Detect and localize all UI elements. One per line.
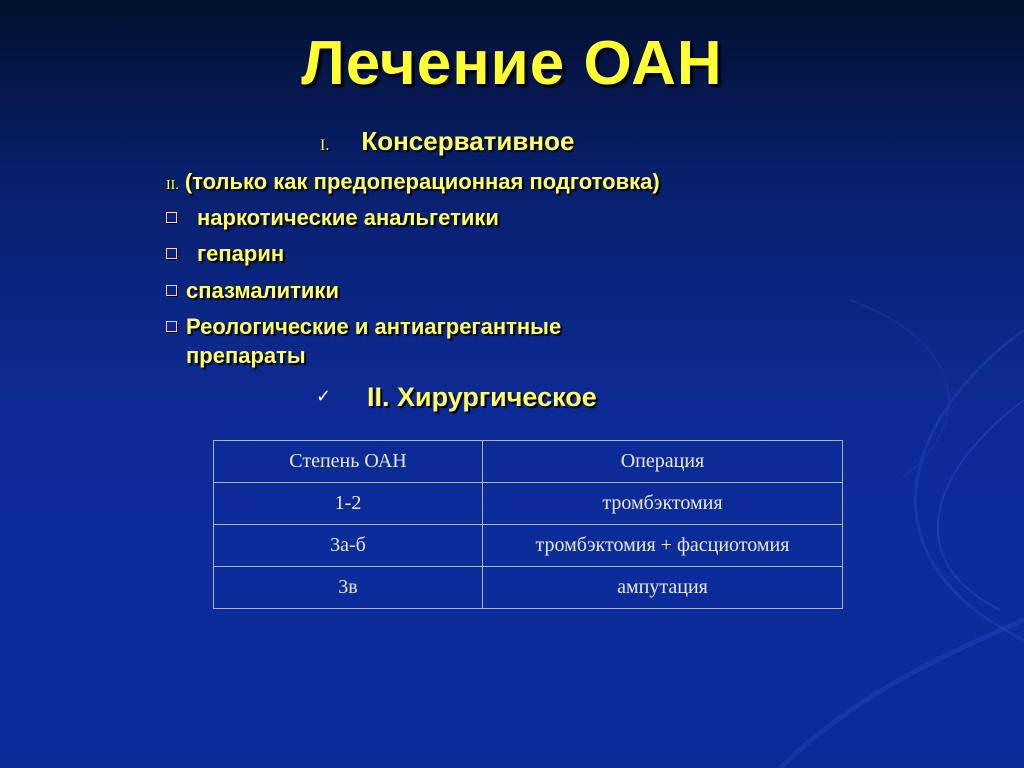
table-cell-operation: тромбэктомия + фасциотомия	[483, 525, 843, 567]
list-item: гепарин	[197, 241, 285, 266]
table-row	[214, 483, 843, 525]
slide-title: Лечение ОАН	[301, 29, 723, 98]
table-cell-degree: 3а-б	[214, 525, 483, 567]
list-item: спазмалитики	[186, 278, 339, 303]
list-item-continued: препараты	[186, 343, 306, 368]
table-cell-degree: 3в	[214, 567, 483, 609]
checkmark-icon: ✓	[316, 386, 332, 407]
table-cell-operation: ампутация	[483, 567, 843, 609]
bullet-square-icon	[166, 321, 177, 332]
table-header-row	[214, 441, 843, 483]
section-numeral: I.	[320, 137, 330, 154]
table-row	[214, 525, 843, 567]
bullet-square-icon	[166, 212, 177, 223]
list-item: Реологические и антиагрегантные	[186, 314, 562, 339]
column-header-operation: Операция	[483, 441, 843, 483]
bullet-square-icon	[166, 248, 177, 259]
bullet-square-icon	[166, 285, 177, 296]
table-cell-degree: 1-2	[214, 483, 483, 525]
section-label: Консервативное	[361, 126, 575, 156]
note-label: (только как предоперационная подготовка)	[184, 169, 660, 194]
table-row	[214, 567, 843, 609]
column-header-degree: Степень ОАН	[214, 441, 483, 483]
treatment-table	[213, 440, 843, 609]
note-numeral: II.	[166, 178, 179, 193]
section-surgical: II. Хирургическое	[367, 382, 597, 412]
section-note	[166, 169, 660, 195]
section-conservative	[320, 126, 574, 157]
table-cell-operation: тромбэктомия	[483, 483, 843, 525]
list-item: наркотические анальгетики	[197, 205, 499, 230]
